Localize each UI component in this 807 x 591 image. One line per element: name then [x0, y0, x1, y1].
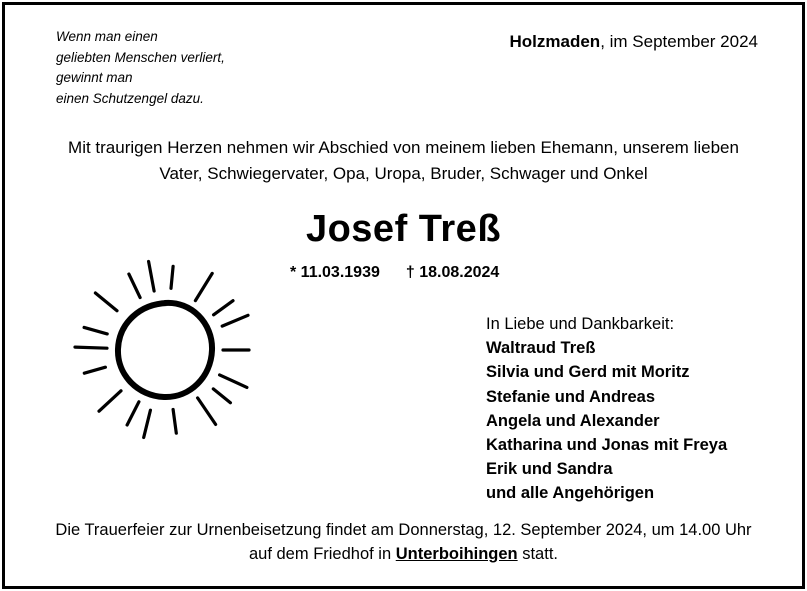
quote-line: geliebten Menschen verliert, [56, 49, 225, 65]
sun-ray [127, 402, 139, 425]
sun-ray [171, 266, 173, 288]
life-dates [290, 264, 499, 282]
sun-ray [220, 375, 247, 388]
mourners-list [486, 312, 727, 506]
place-name: Holzmaden [509, 32, 601, 51]
sun-ray [84, 327, 107, 334]
sun-ray [84, 367, 105, 373]
cemetery-location: Unterboihingen [395, 545, 518, 563]
sun-ray [213, 389, 230, 403]
obituary-card [2, 2, 805, 589]
birth-date: * 11.03.1939 [290, 264, 380, 281]
sun-ray [99, 391, 121, 411]
ceremony-line-2 [5, 542, 802, 566]
sun-ray [195, 273, 212, 300]
sun-ray [75, 347, 107, 348]
intro-line-2: Vater, Schwiegervater, Opa, Uropa, Bruder, Schwager und Onkel [159, 164, 648, 183]
sun-ray [149, 262, 155, 292]
quote-line: Wenn man einen [56, 29, 158, 44]
notice-date: , im September 2024 [600, 32, 758, 51]
sun-ray [144, 410, 151, 437]
mourner-name: und alle Angehörigen [486, 484, 655, 503]
death-date: † 18.08.2024 [405, 264, 500, 281]
ceremony-before: auf dem Friedhof in [248, 545, 396, 563]
sun-ray [214, 301, 233, 315]
quote-line: gewinnt man [56, 70, 133, 85]
ceremony-line-1: Die Trauerfeier zur Urnenbeisetzung findet am Donnerstag, 12. September 2024, um 14.00 Uhr [55, 521, 752, 539]
mourner-name: Katharina und Jonas mit Freya [486, 436, 728, 455]
mourner-name: Erik und Sandra [486, 460, 613, 479]
sun-ray [222, 315, 248, 326]
deceased-name: Josef Treß [305, 208, 502, 250]
farewell-intro [5, 135, 802, 187]
sun-ray [95, 293, 117, 311]
mourners-lead: In Liebe und Dankbarkeit: [486, 315, 675, 333]
sun-icon [70, 255, 260, 445]
ceremony-notice [5, 518, 802, 566]
intro-line-1: Mit traurigen Herzen nehmen wir Abschied von meinem lieben Ehemann, unserem lieben [68, 138, 739, 157]
quote-line: einen Schutzengel dazu. [56, 90, 204, 106]
mourner-name: Waltraud Treß [486, 339, 596, 358]
sun-ray [198, 398, 216, 425]
ceremony-after: statt. [517, 545, 558, 563]
mourner-name: Angela und Alexander [486, 411, 660, 430]
mourner-name: Stefanie und Andreas [486, 387, 656, 406]
sun-ray [173, 410, 176, 434]
sun-ray [129, 274, 140, 298]
memorial-quote [56, 27, 225, 109]
mourner-name: Silvia und Gerd mit Moritz [486, 363, 690, 382]
place-and-date [510, 32, 759, 52]
